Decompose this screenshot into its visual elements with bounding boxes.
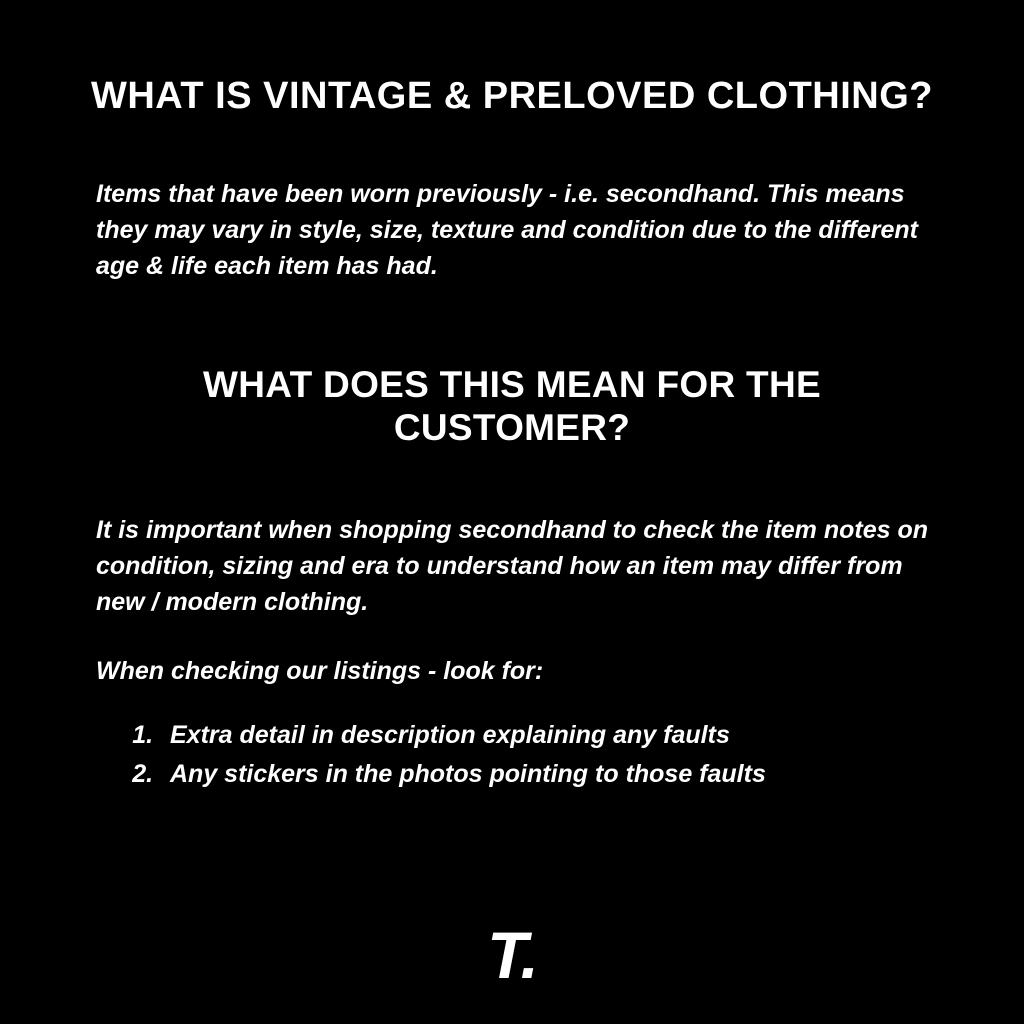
list-item: 2. Any stickers in the photos pointing to those faults xyxy=(160,756,1024,794)
listings-prompt: When checking our listings - look for: xyxy=(96,656,544,685)
intro-paragraph: Items that have been worn previously - i.e. secondhand. This means they may vary in style, size, texture and condition due to the different age & life each item has had. xyxy=(96,179,918,281)
customer-paragraph: It is important when shopping secondhand to check the item notes on condition, sizing and era to understand how an item may differ from new / modern clothing. xyxy=(96,515,929,617)
list-item: 1. Extra detail in description explaining any faults xyxy=(160,717,1024,755)
page-title: WHAT IS VINTAGE & PRELOVED CLOTHING? xyxy=(90,75,934,117)
faults-list xyxy=(0,689,1024,794)
brand-logo: T. xyxy=(487,918,537,992)
section-heading-customer: WHAT DOES THIS MEAN FOR THE CUSTOMER? xyxy=(203,363,821,449)
